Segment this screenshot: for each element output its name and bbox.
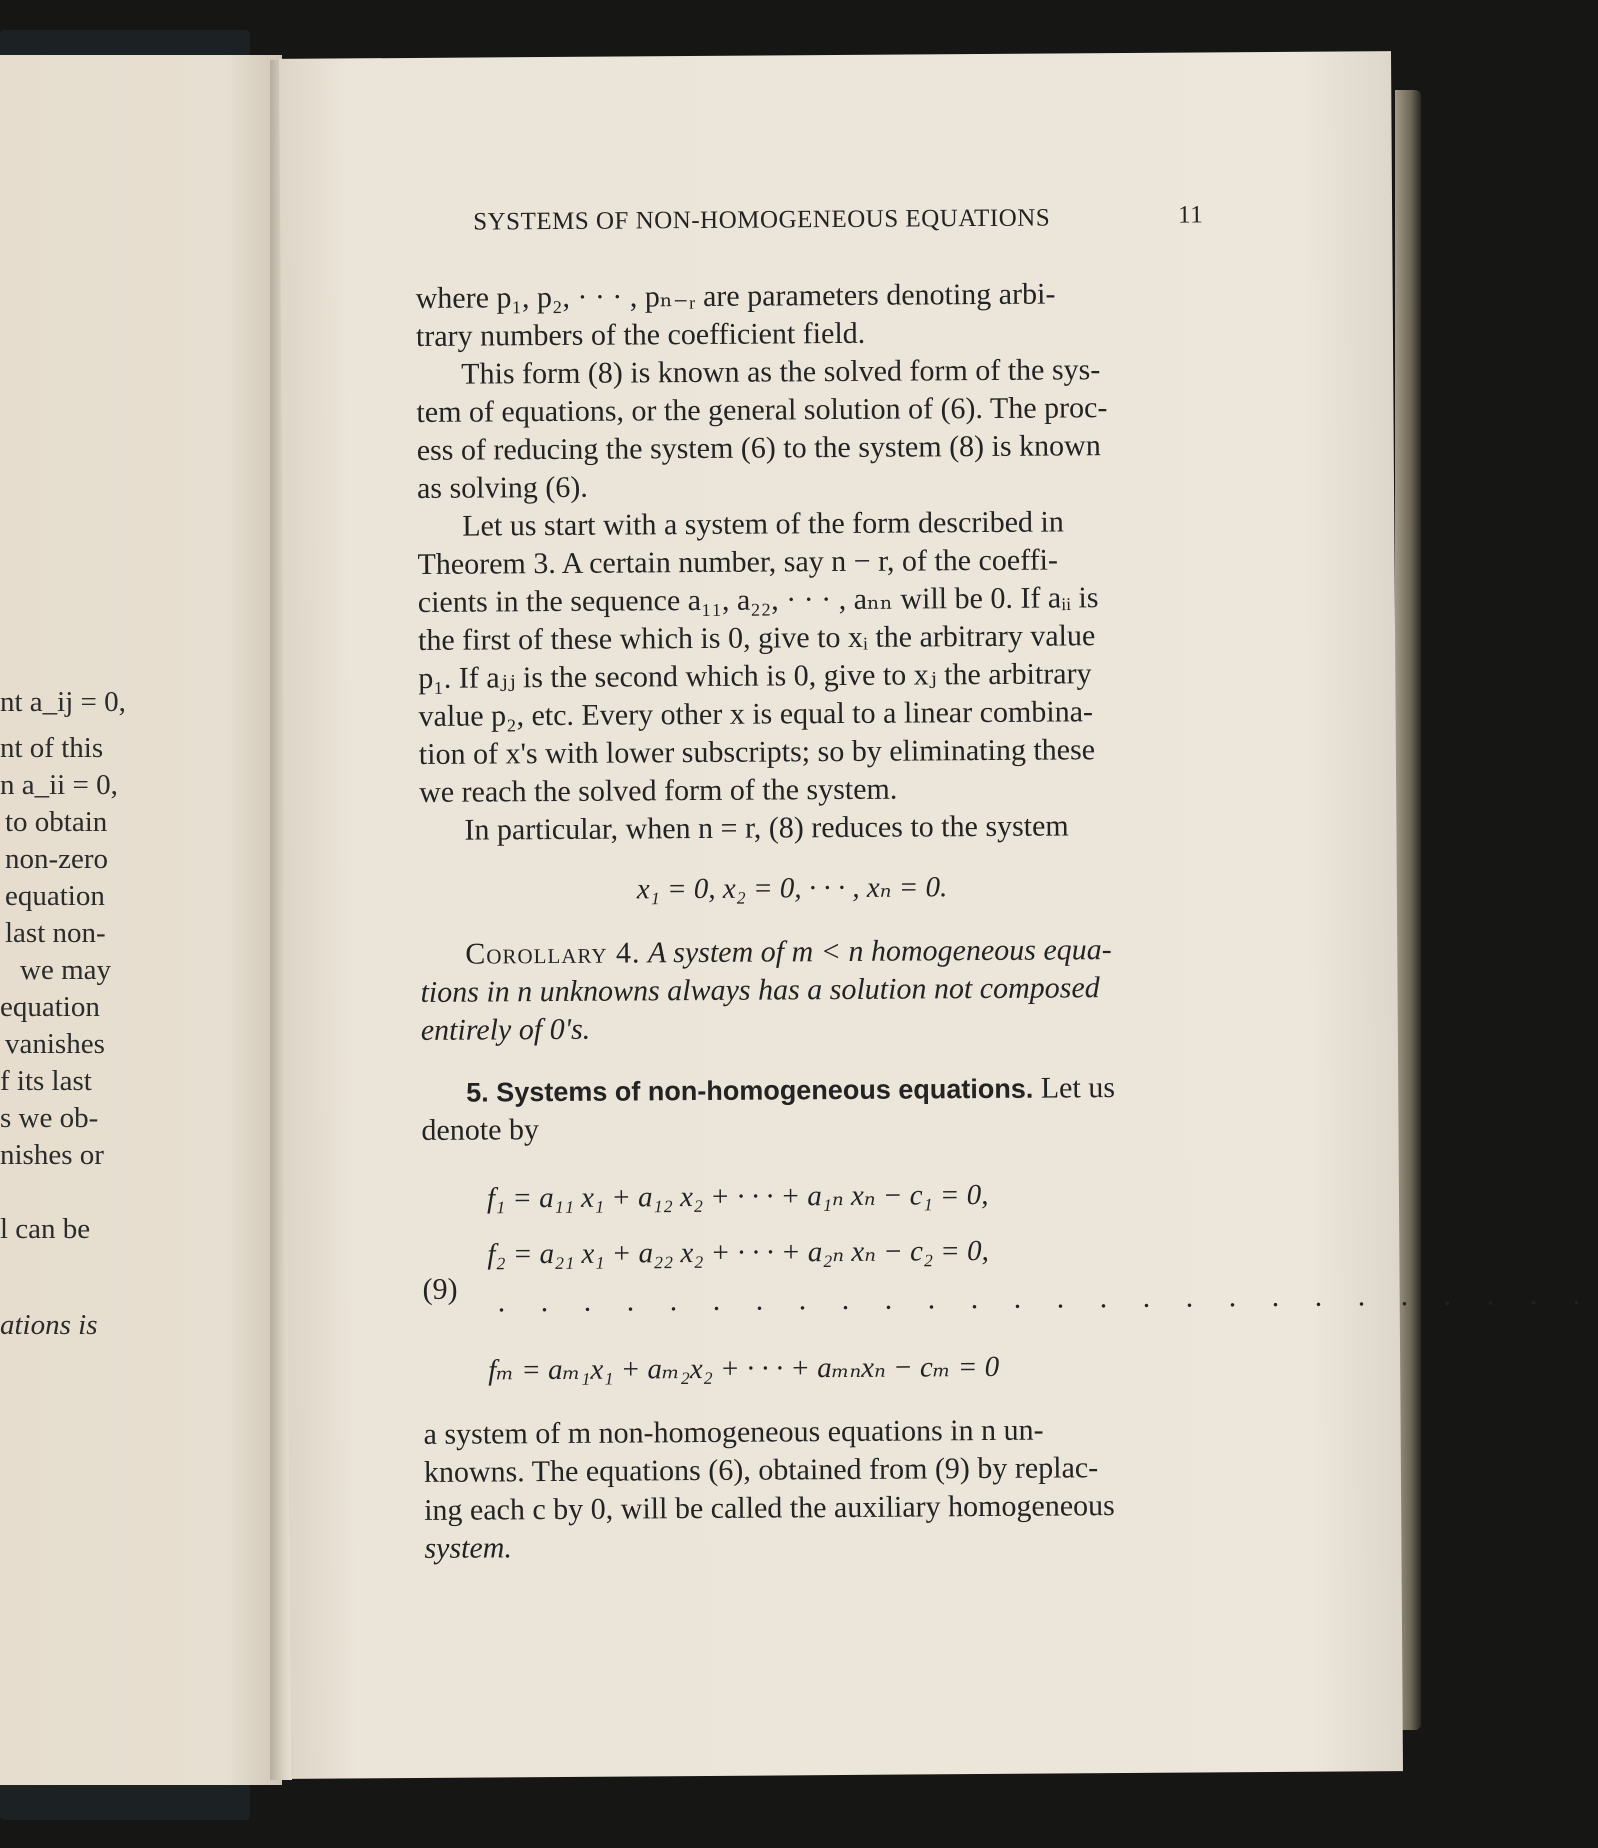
equation-label: (9) <box>422 1272 458 1306</box>
left-line: nt a_ij = 0, <box>0 686 126 718</box>
section-heading: 5. Systems of non-homogeneous equations. <box>466 1073 1034 1108</box>
left-line: n a_ii = 0, <box>0 769 118 801</box>
body-line: value p₂, etc. Every other x is equal to a linear combina- <box>418 695 1094 733</box>
left-line: vanishes <box>5 1028 105 1060</box>
corollary-label: Corollary 4. <box>465 936 641 971</box>
left-line: last non- <box>5 917 106 949</box>
left-page <box>0 55 282 1785</box>
left-line: equation <box>0 991 100 1023</box>
corollary-line: tions in n unknowns always has a solution not composed <box>420 971 1100 1009</box>
system-eq-m: fₘ = aₘ₁x₁ + aₘ₂x₂ + · · · + aₘₙxₙ − cₘ = 0 <box>488 1350 1000 1387</box>
body-line: a system of m non-homogeneous equations in n un- <box>423 1413 1044 1451</box>
corollary-line <box>465 933 1112 972</box>
left-line: s we ob- <box>0 1102 99 1134</box>
body-line: ess of reducing the system (6) to the system (8) is known <box>416 429 1101 467</box>
left-line: we may <box>20 954 111 986</box>
corollary-text: A system of m < n homogeneous equa- <box>647 933 1112 970</box>
body-line: Theorem 3. A certain number, say n − r, of the coeffi- <box>417 543 1059 581</box>
right-page <box>279 51 1595 1779</box>
left-line: nishes or <box>0 1139 104 1171</box>
body-line: tem of equations, or the general solution of (6). The proc- <box>416 391 1108 429</box>
ellipsis-row: . . . . . . . . . . . . . . . . . . . . . . . . . . <box>497 1277 1595 1319</box>
left-line: l can be <box>0 1213 91 1245</box>
body-line: system. <box>424 1531 513 1565</box>
left-line: nt of this <box>0 732 104 764</box>
left-line: to obtain <box>5 806 108 838</box>
body-line: ing each c by 0, will be called the auxiliary homogeneous <box>424 1489 1115 1527</box>
body-line: Let us start with a system of the form described in <box>462 505 1064 543</box>
body-line: cients in the sequence a₁₁, a₂₂, · · · , aₙₙ will be 0. If aᵢᵢ is <box>417 581 1099 619</box>
page-number: 11 <box>1178 201 1204 229</box>
body-line: This form (8) is known as the solved form of the sys- <box>461 353 1101 391</box>
body-line: as solving (6). <box>416 470 588 505</box>
section-heading-tail: Let us <box>1040 1071 1116 1105</box>
corollary-line: entirely of 0's. <box>420 1012 591 1047</box>
body-line: where p₁, p₂, · · · , pₙ₋ᵣ are parameters denoting arbi- <box>415 277 1056 315</box>
left-line: f its last <box>0 1065 92 1097</box>
body-line: tion of x's with lower subscripts; so by eliminating these <box>418 733 1096 771</box>
section-heading-line <box>466 1071 1115 1110</box>
system-eq-2: f₂ = a₂₁ x₁ + a₂₂ x₂ + · · · + a₂ₙ xₙ − c₂ = 0, <box>487 1234 989 1271</box>
display-equation: x₁ = 0, x₂ = 0, · · · , xₙ = 0. <box>636 871 948 906</box>
body-line: denote by <box>421 1113 540 1147</box>
body-line: In particular, when n = r, (8) reduces to the system <box>464 809 1069 847</box>
left-line: equation <box>5 880 105 912</box>
system-eq-1: f₁ = a₁₁ x₁ + a₁₂ x₂ + · · · + a₁ₙ xₙ − c₁ = 0, <box>486 1178 989 1215</box>
body-line: knowns. The equations (6), obtained from (9) by replac- <box>423 1451 1099 1489</box>
body-line: trary numbers of the coefficient field. <box>415 316 866 353</box>
left-line: ations is <box>0 1309 98 1341</box>
running-head: SYSTEMS OF NON-HOMOGENEOUS EQUATIONS <box>473 204 1051 236</box>
left-line: non-zero <box>5 843 109 875</box>
body-line: p₁. If aⱼⱼ is the second which is 0, give to xⱼ the arbitrary <box>418 657 1092 695</box>
body-line: the first of these which is 0, give to xᵢ the arbitrary value <box>417 619 1096 657</box>
body-line: we reach the solved form of the system. <box>419 772 898 809</box>
